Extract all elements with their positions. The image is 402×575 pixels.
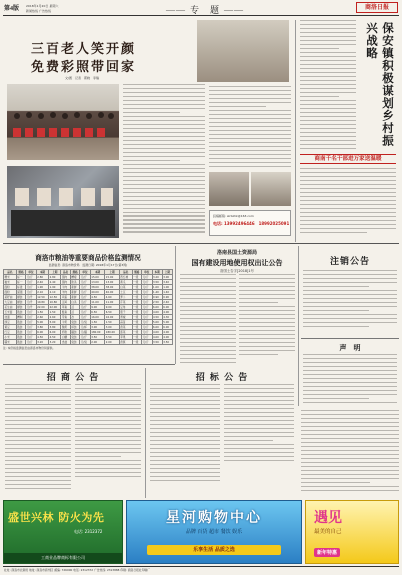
table-cell: 新鲜: [70, 285, 79, 290]
masthead-sub-line: 新闻热线 广告热线: [26, 9, 51, 13]
table-cell: 标准: [16, 285, 25, 290]
land-notice: [178, 246, 296, 370]
table-cell: 元/斤: [142, 290, 153, 295]
table-row: [4, 340, 173, 345]
table-cell: 元/斤: [80, 290, 91, 295]
recruit-body-b: [75, 384, 141, 492]
table-cell: 2.80: [49, 275, 61, 280]
price-table-header-cell: 单位: [80, 270, 91, 275]
portrait-photo: [197, 20, 289, 82]
table-cell: 面粉: [4, 285, 17, 290]
table-cell: 15.00: [105, 275, 120, 280]
table-cell: 元/斤: [26, 315, 37, 320]
table-cell: 一级: [132, 290, 141, 295]
table-cell: 元/斤: [26, 280, 37, 285]
table-cell: 一级: [132, 280, 141, 285]
table-cell: 元/斤: [142, 315, 153, 320]
table-cell: 5.00: [152, 320, 162, 325]
price-table: [3, 269, 173, 345]
table-cell: 青椒: [119, 315, 132, 320]
lead-story: [3, 18, 293, 242]
table-cell: 元/升: [26, 300, 37, 305]
table-cell: 元/罐: [80, 330, 91, 335]
table-cell: 散装: [16, 310, 25, 315]
table-cell: 元/斤: [142, 275, 153, 280]
table-cell: 12.50: [49, 295, 61, 300]
table-cell: 0.90: [162, 295, 172, 300]
table-cell: 4.60: [105, 295, 120, 300]
table-cell: 豆角: [119, 305, 132, 310]
right-lower-notice-body: [301, 410, 399, 498]
table-cell: 香菜: [119, 325, 132, 330]
price-table-header-cell: 单位: [26, 270, 37, 275]
paper-logo: [356, 2, 398, 13]
table-cell: 4.00: [152, 335, 162, 340]
table-cell: 3.50: [162, 340, 172, 345]
table-cell: 散装: [16, 330, 25, 335]
table-cell: 38.00: [90, 285, 105, 290]
table-cell: 4.00: [152, 310, 162, 315]
table-cell: 酸奶: [61, 325, 70, 330]
table-cell: 元/斤: [142, 320, 153, 325]
lead-headline-2: 免费彩照带回家: [31, 60, 137, 75]
table-cell: 香蕉: [119, 340, 132, 345]
land-notice-title: 国有建设用地使用权出让公告: [191, 258, 283, 267]
table-cell: 小米: [4, 335, 17, 340]
table-cell: 元/斤: [26, 275, 37, 280]
table-cell: 16.00: [90, 315, 105, 320]
table-cell: 杯装: [70, 325, 79, 330]
table-cell: 食盐: [61, 340, 70, 345]
table-cell: 6.00: [162, 325, 172, 330]
table-cell: 6.50: [105, 310, 120, 315]
ad-beauty-footer: 新年特惠: [314, 548, 340, 557]
table-cell: 奶粉: [61, 330, 70, 335]
sidebar-banner-title: 商南千名干部进万家送温暖: [314, 156, 382, 162]
table-cell: 1.00: [162, 285, 172, 290]
table-cell: 一级: [132, 295, 141, 300]
table-cell: 桶装: [16, 295, 25, 300]
table-cell: 元/斤: [80, 335, 91, 340]
sidebar: [298, 18, 399, 242]
table-cell: 9.00: [105, 305, 120, 310]
ad-fire-safety-phone: 电话: 2312372: [74, 529, 103, 534]
table-cell: 元/斤: [26, 310, 37, 315]
table-cell: 2.50: [152, 300, 162, 305]
elders-photo: [7, 166, 119, 238]
table-cell: 一级: [132, 325, 141, 330]
contact-box: [209, 210, 291, 236]
table-cell: 元/杯: [80, 325, 91, 330]
table-cell: 元/斤: [142, 285, 153, 290]
table-cell: 22.00: [36, 305, 48, 310]
ad-beauty: [305, 500, 399, 564]
table-cell: 一级: [132, 320, 141, 325]
table-cell: 元/斤: [142, 310, 153, 315]
table-cell: 元/斤: [142, 325, 153, 330]
table-cell: 2.80: [36, 275, 48, 280]
table-cell: 22.00: [49, 305, 61, 310]
table-cell: 元/斤: [142, 330, 153, 335]
statement-notice: [301, 340, 399, 406]
price-table-wrap: [3, 269, 173, 345]
table-cell: 3.50: [105, 335, 120, 340]
ad-shopping-center-categories: 品牌 百货 超市 餐饮 娱乐: [185, 529, 243, 535]
masthead: [0, 0, 402, 18]
table-cell: 萝卜: [119, 295, 132, 300]
table-cell: 3.20: [36, 340, 48, 345]
table-cell: 1.90: [36, 285, 48, 290]
table-cell: 茄子: [119, 310, 132, 315]
table-cell: 籼米: [4, 280, 17, 285]
table-cell: 6.00: [36, 330, 48, 335]
ad-beauty-subline: 最美的自己: [314, 529, 342, 535]
table-cell: 4.30: [162, 315, 172, 320]
table-cell: 带鱼: [61, 315, 70, 320]
cancel-notice-title: 注销公告: [329, 257, 370, 267]
price-table-header-cell: 单位: [142, 270, 153, 275]
table-cell: 180.00: [90, 330, 105, 335]
tender-notice: [148, 368, 296, 498]
tender-body-b: [224, 384, 294, 492]
page-number: 第4版: [4, 6, 20, 12]
table-cell: 元/斤: [26, 335, 37, 340]
table-cell: 3.00: [90, 325, 105, 330]
table-cell: 6.00: [162, 305, 172, 310]
table-cell: 一级: [132, 275, 141, 280]
ad-fire-safety-footer: 工商业品牌商标有限公司: [4, 553, 122, 563]
table-cell: 1.90: [49, 285, 61, 290]
table-cell: 粳米: [4, 275, 17, 280]
table-cell: 芹菜: [119, 300, 132, 305]
table-cell: 活: [70, 305, 79, 310]
table-cell: 红豆: [4, 330, 17, 335]
table-cell: 2.60: [49, 315, 61, 320]
lead-body-text-a: [123, 84, 205, 236]
recruit-title: 招 商 公 告: [46, 373, 100, 383]
table-cell: 4.00: [162, 335, 172, 340]
contact-phone: 电话: 13992496446 18992025091: [213, 221, 290, 227]
table-cell: 13.00: [90, 280, 105, 285]
table-cell: 元/袋: [80, 340, 91, 345]
table-cell: 活: [70, 310, 79, 315]
table-cell: 6.00: [152, 305, 162, 310]
table-cell: 40.00: [105, 290, 120, 295]
table-cell: 3.50: [90, 335, 105, 340]
table-cell: 元/斤: [80, 305, 91, 310]
table-cell: 冻: [70, 315, 79, 320]
sidebar-banner: [300, 154, 396, 164]
table-cell: 元/斤: [142, 280, 153, 285]
price-table-header-cell: 上期: [162, 270, 172, 275]
table-cell: 猪肉: [61, 275, 70, 280]
cancel-notice-body: [303, 270, 397, 334]
price-table-header-cell: 品名: [61, 270, 70, 275]
table-cell: 13.00: [105, 280, 120, 285]
table-cell: 花生油: [4, 305, 17, 310]
price-table-header-cell: 品名: [4, 270, 17, 275]
table-cell: 绿豆: [4, 320, 17, 325]
table-cell: 一级: [132, 340, 141, 345]
ad-fire-safety-headline: 盛世兴林 防火为先: [8, 511, 105, 524]
table-cell: 4.50: [90, 295, 105, 300]
table-cell: 1.50: [105, 320, 120, 325]
table-cell: 一级: [132, 315, 141, 320]
price-table-header-cell: 规格: [132, 270, 141, 275]
table-cell: 罐装: [70, 330, 79, 335]
table-cell: 3.80: [49, 325, 61, 330]
contact-email: 投稿邮箱: slrbzhk@163.com: [213, 214, 254, 218]
table-cell: 1.50: [90, 320, 105, 325]
table-cell: 一级: [132, 305, 141, 310]
table-cell: 土豆: [119, 290, 132, 295]
lead-byline: 文/图 记者 郭晓 李瑞: [65, 76, 100, 80]
recruit-body-a: [5, 384, 71, 492]
elders-photo-figures: [7, 166, 119, 238]
table-cell: 挂面: [4, 315, 17, 320]
table-cell: 3.40: [162, 280, 172, 285]
table-cell: 元/斤: [80, 300, 91, 305]
table-cell: 元/升: [26, 305, 37, 310]
recruit-notice: [3, 368, 143, 498]
table-cell: 精瘦: [70, 275, 79, 280]
ad-shopping-center-headline: 星河购物中心: [166, 510, 262, 526]
table-cell: 3.00: [162, 275, 172, 280]
table-cell: 肋条: [70, 280, 79, 285]
land-notice-number: 洛国土告字[2018]1号: [220, 269, 254, 273]
sidebar-vertical-title: 保安镇积极谋划乡村振兴战略: [365, 22, 395, 147]
table-cell: 38.00: [105, 285, 120, 290]
table-cell: 元/斤: [80, 285, 91, 290]
table-cell: 12.50: [36, 295, 48, 300]
table-cell: 3.80: [36, 325, 48, 330]
table-cell: 袋装: [70, 340, 79, 345]
table-cell: 元/斤: [26, 320, 37, 325]
table-cell: 1.50: [49, 310, 61, 315]
table-cell: 袋装: [70, 320, 79, 325]
table-cell: 蒜苗: [119, 320, 132, 325]
price-table-header-cell: 上期: [105, 270, 120, 275]
table-cell: 180.00: [105, 330, 120, 335]
table-cell: 元/斤: [26, 325, 37, 330]
table-cell: 10.80: [36, 300, 48, 305]
table-cell: 0.90: [152, 295, 162, 300]
table-cell: 元/斤: [142, 295, 153, 300]
table-cell: 1.00: [152, 285, 162, 290]
table-cell: 莲菜: [119, 330, 132, 335]
price-table-header-cell: 本期: [152, 270, 162, 275]
lead-headline-1: 三百老人笑开颜: [31, 42, 137, 57]
table-cell: 40.00: [90, 290, 105, 295]
land-notice-body-a: [180, 274, 236, 368]
table-cell: 3.20: [49, 340, 61, 345]
group-photo: [7, 84, 119, 160]
table-cell: 散装: [16, 320, 25, 325]
table-cell: 活鸡: [61, 300, 70, 305]
table-cell: 2.00: [90, 340, 105, 345]
table-cell: 羊肉: [61, 290, 70, 295]
sidebar-body-text: [300, 20, 356, 152]
statement-body: [303, 354, 397, 406]
section-title: —— 专 题 ——: [165, 5, 244, 15]
table-cell: 草鱼: [61, 305, 70, 310]
ad-fire-safety: [3, 500, 123, 564]
table-cell: 白菜: [119, 285, 132, 290]
table-cell: 一级: [132, 285, 141, 290]
date-line: 2018年1月20日 星期六: [26, 4, 59, 8]
price-table-body: [4, 275, 173, 345]
statement-title: 声 明: [339, 343, 361, 352]
section-label: 专 题: [189, 5, 220, 15]
price-table-header-cell: 品名: [119, 270, 132, 275]
table-cell: 4.00: [162, 330, 172, 335]
table-cell: 1.50: [36, 310, 48, 315]
table-cell: 16.00: [105, 315, 120, 320]
price-table-header-cell: 本期: [90, 270, 105, 275]
paper-name: 商洛日报: [364, 5, 389, 11]
sidebar-banner-text: [300, 168, 396, 238]
table-cell: 元/袋: [80, 320, 91, 325]
table-cell: 3.20: [152, 275, 162, 280]
table-cell: 2.40: [49, 280, 61, 285]
price-table-header-cell: 规格: [70, 270, 79, 275]
table-cell: 标一: [16, 275, 25, 280]
table-cell: 5.00: [36, 320, 48, 325]
table-cell: 2.40: [36, 280, 48, 285]
table-cell: 鲢鱼: [61, 310, 70, 315]
table-cell: 4.00: [152, 330, 162, 335]
table-cell: 2.40: [162, 300, 172, 305]
table-cell: 6.00: [49, 330, 61, 335]
table-cell: 4.00: [162, 310, 172, 315]
table-cell: 元/斤: [80, 295, 91, 300]
table-cell: 牛奶: [61, 320, 70, 325]
table-cell: 元/斤: [142, 300, 153, 305]
photo-portrait-print: [251, 172, 291, 206]
table-cell: 一级: [132, 300, 141, 305]
table-cell: 元/斤: [26, 330, 37, 335]
price-table-header-cell: 规格: [16, 270, 25, 275]
table-cell: 4.50: [152, 315, 162, 320]
table-cell: 元/斤: [80, 315, 91, 320]
table-cell: 元/斤: [142, 340, 153, 345]
table-cell: 一级: [132, 335, 141, 340]
table-cell: 猪肉: [61, 280, 70, 285]
table-cell: 1.40: [152, 290, 162, 295]
table-cell: 2.60: [36, 315, 48, 320]
table-cell: 精制: [16, 315, 25, 320]
table-cell: 1.40: [162, 290, 172, 295]
table-cell: 10.80: [49, 300, 61, 305]
table-cell: 鸡蛋: [61, 295, 70, 300]
table-cell: 糯米: [4, 340, 17, 345]
table-cell: 菜籽油: [4, 295, 17, 300]
table-cell: 元/斤: [80, 275, 91, 280]
table-cell: 3.00: [105, 325, 120, 330]
table-cell: 元/斤: [26, 290, 37, 295]
table-cell: 白糖: [61, 335, 70, 340]
tender-body-a: [150, 384, 220, 492]
table-cell: 9.00: [90, 305, 105, 310]
table-cell: 一级: [132, 330, 141, 335]
table-cell: 6.00: [152, 325, 162, 330]
table-cell: 新鲜: [70, 290, 79, 295]
price-report-footnote: 注: 本价格监测信息由商洛市物价局提供。: [3, 346, 56, 351]
table-cell: 4.50: [36, 335, 48, 340]
table-cell: 5.00: [162, 320, 172, 325]
photo-portrait-session: [209, 172, 249, 206]
table-cell: 4.50: [49, 335, 61, 340]
table-cell: 元/斤: [142, 335, 153, 340]
table-cell: 散装: [16, 340, 25, 345]
tender-title: 招 标 公 告: [195, 373, 249, 383]
cancel-notice: [301, 246, 399, 336]
table-cell: 元/升: [26, 295, 37, 300]
table-cell: 玉米面: [4, 310, 17, 315]
table-cell: 一级: [132, 310, 141, 315]
land-notice-body-b: [239, 274, 295, 368]
table-cell: 西红柿: [119, 275, 132, 280]
table-cell: 袋装: [70, 335, 79, 340]
table-cell: 苹果: [119, 335, 132, 340]
price-report-title: 商洛市粮油等重要商品价格监测情况: [35, 254, 141, 262]
table-cell: 散装: [16, 325, 25, 330]
table-cell: 桶装: [16, 305, 25, 310]
lead-body-text-b: [209, 86, 291, 170]
table-cell: 2.10: [49, 290, 61, 295]
price-table-header-cell: 上期: [49, 270, 61, 275]
footer-line: 社址: 商洛市北新街 地址: 商洛市商州区 邮编: 726000 电话: 2312372 广告热线: 2313888 印刷: 商洛日报社印刷厂: [4, 568, 151, 572]
price-table-header-cell: 本期: [36, 270, 48, 275]
table-cell: 11.00: [105, 300, 120, 305]
ad-beauty-headline: 遇见: [314, 510, 342, 526]
table-cell: 3.50: [152, 340, 162, 345]
table-cell: 15.00: [90, 275, 105, 280]
ad-shopping-center: [126, 500, 302, 564]
table-cell: 元/斤: [80, 310, 91, 315]
price-report-subtitle: 监测信息: 商洛市物价局 监测日期: 2018年1月17日(第3周): [48, 263, 128, 267]
table-cell: 元/斤: [142, 305, 153, 310]
table-cell: 2.10: [36, 290, 48, 295]
table-cell: 元/斤: [80, 280, 91, 285]
table-cell: 11.00: [90, 300, 105, 305]
table-cell: 牛肉: [61, 285, 70, 290]
ad-shopping-center-footer: 乐享生活 品质之选: [147, 545, 281, 555]
table-cell: 5.00: [49, 320, 61, 325]
table-cell: 大豆油: [4, 300, 17, 305]
table-cell: 白条: [70, 300, 79, 305]
table-cell: 面粉: [4, 290, 17, 295]
table-cell: 元/斤: [26, 340, 37, 345]
table-cell: 6.50: [90, 310, 105, 315]
table-cell: 桶装: [16, 300, 25, 305]
land-notice-issuer: 洛南县国土资源局: [216, 250, 257, 256]
group-photo-figures: [7, 84, 119, 160]
table-cell: 富强: [16, 290, 25, 295]
table-cell: 黄瓜: [119, 280, 132, 285]
table-cell: 2.00: [105, 340, 120, 345]
table-cell: 元/斤: [26, 285, 37, 290]
table-cell: 新鲜: [70, 295, 79, 300]
table-cell: 散装: [16, 335, 25, 340]
table-cell: 黄豆: [4, 325, 17, 330]
table-cell: 标一: [16, 280, 25, 285]
table-cell: 3.50: [152, 280, 162, 285]
price-report: [3, 246, 173, 360]
